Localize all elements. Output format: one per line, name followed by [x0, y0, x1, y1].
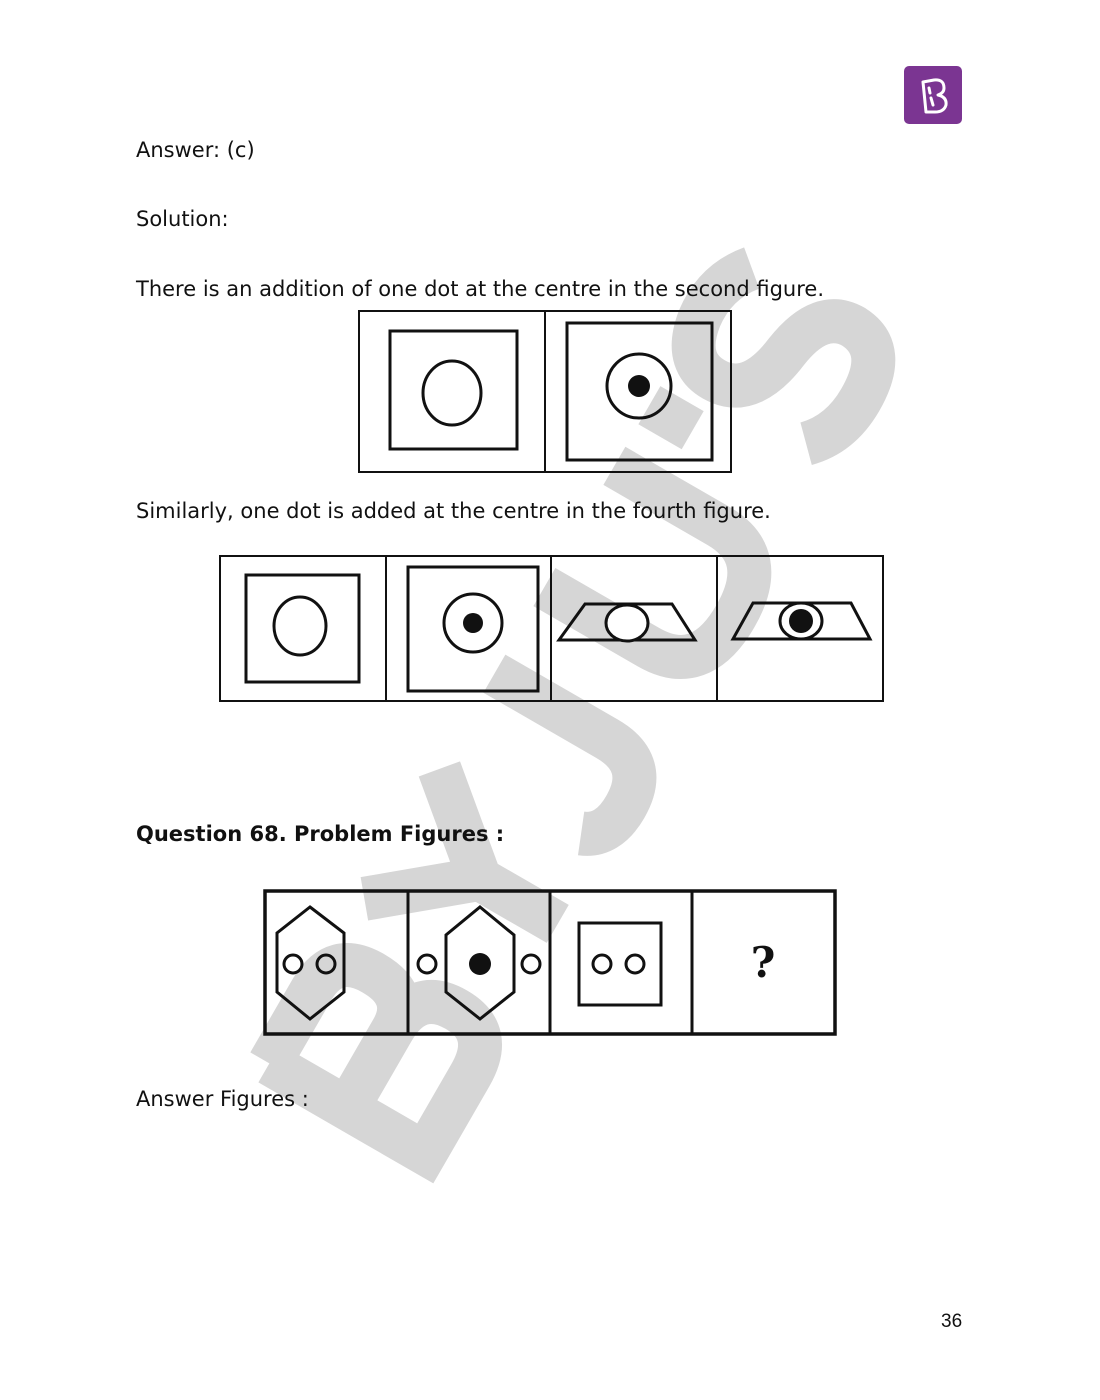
- problem-figure-3: [579, 923, 661, 1005]
- answer-label: Answer: (c): [136, 138, 255, 162]
- figure-pair-cell-1: [359, 311, 545, 472]
- figure-row-cell-1: [220, 556, 386, 701]
- explanation-text-1: There is an addition of one dot at the centre in the second figure.: [136, 277, 825, 301]
- question-mark: ?: [750, 938, 776, 987]
- solution-label: Solution:: [136, 207, 229, 231]
- figure-row-cell-3: [551, 556, 717, 701]
- problem-figures: [263, 889, 837, 1037]
- problem-figure-4: [751, 938, 776, 987]
- page-number: 36: [941, 1311, 963, 1332]
- problem-figure-1: [277, 907, 344, 1019]
- figure-row-cell-2: [386, 556, 551, 701]
- answer-figures-label: Answer Figures :: [136, 1087, 309, 1111]
- figure-row-cell-4: [717, 556, 883, 701]
- figure-row: [219, 555, 885, 703]
- figure-pair: [358, 310, 733, 474]
- byjus-b-icon: [904, 66, 962, 124]
- byjus-logo: [904, 66, 962, 124]
- figure-pair-cell-2: [545, 311, 731, 472]
- problem-figure-2: [418, 907, 540, 1019]
- explanation-text-2: Similarly, one dot is added at the centre in the fourth figure.: [136, 499, 771, 523]
- question-heading: Question 68. Problem Figures :: [136, 822, 505, 846]
